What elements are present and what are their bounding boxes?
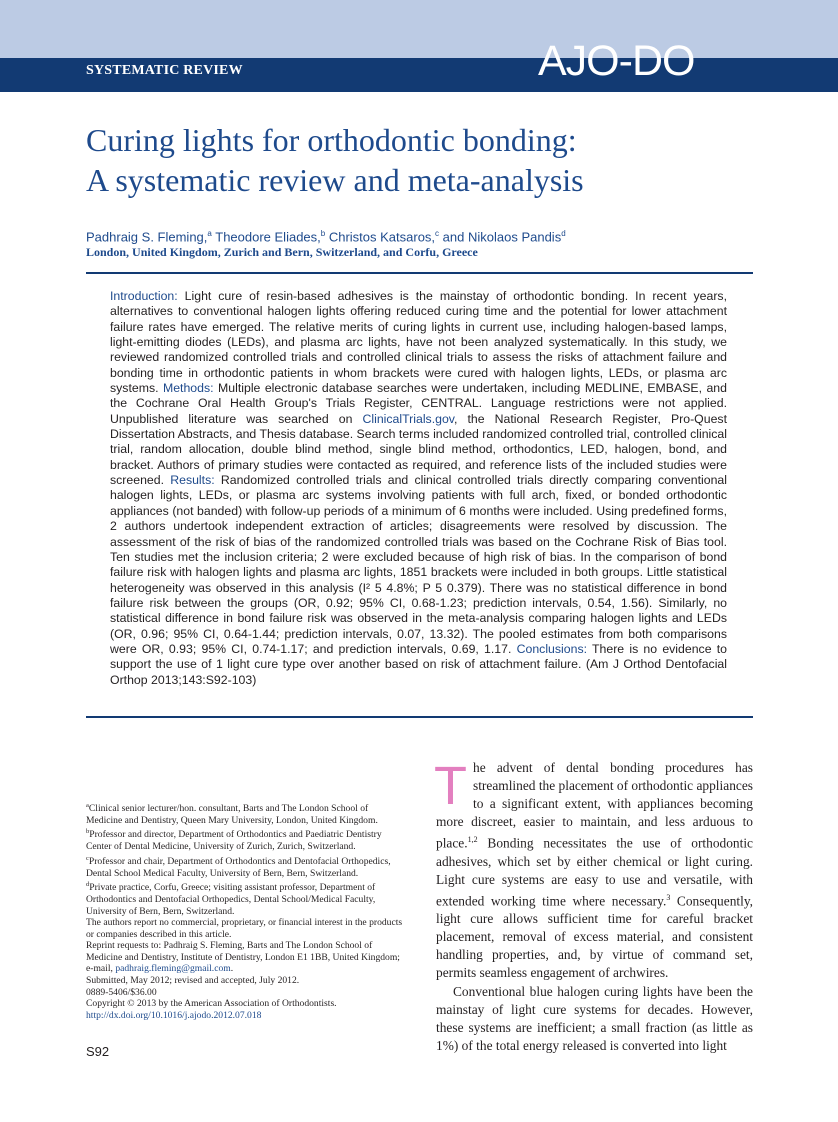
journal-logo: AJO-DO	[538, 37, 695, 85]
page-number: S92	[86, 1044, 110, 1059]
copyright: Copyright © 2013 by the American Association of Orthodontists.	[86, 998, 337, 1010]
title-line-1: Curing lights for orthodontic bonding:	[86, 122, 577, 158]
author-affiliations: London, United Kingdom, Zurich and Bern, Switzerland, and Corfu, Greece	[86, 245, 478, 259]
author-name: Padhraig S. Fleming,	[86, 229, 208, 245]
methods-text-continued: , the National Research Register, Pro-Quest Dissertation Abstracts, and Thesis database. Search terms included randomized controlled trial, controlled clinical trial, random allocation, double blind method, single blind method, orthodontics, LED, halogen, bond, and bracket. Authors of primary studies were contacted as required, and reference lists of the included studies were screened.	[110, 411, 727, 488]
title-line-2: A systematic review and meta-analysis	[86, 162, 584, 198]
email-link[interactable]: padhraig.fleming@gmail.com	[115, 963, 231, 975]
author-list	[86, 229, 566, 244]
footnote-a	[86, 800, 406, 826]
footnote-c	[86, 853, 406, 879]
disclosure: The authors report no commercial, proprietary, or financial interest in the products or companies described in this article.	[86, 917, 403, 940]
abstract-bottom-rule	[86, 716, 753, 718]
reprint-requests: Reprint requests to: Padhraig S. Fleming, Barts and The London School of Medicine and Dentistry, Institute of Dentistry, London E1 1BB, United Kingdom; e-mail, padhraig.fleming@gmail.com.	[86, 940, 400, 975]
body-paragraph	[434, 756, 754, 983]
footnote-b	[86, 826, 406, 852]
author-name: Christos Katsaros,	[328, 229, 436, 245]
footnote-mark: d	[86, 881, 90, 889]
footnote-text: Private practice, Corfu, Greece; visiting assistant professor, Department of Orthodontics and Dentofacial Orthopedics, Dental School/Medical Faculty, University of Bern, Bern, Switzerland.	[86, 882, 376, 917]
drop-cap: T	[434, 756, 467, 816]
footnote-mark: a	[86, 802, 89, 809]
footnote-text: Clinical senior lecturer/hon. consultant, Barts and The London School of Medicine and Dentistry, Queen Mary University, London, United Kingdom.	[86, 803, 378, 826]
results-text: Randomized controlled trials and clinical controlled trials directly comparing conventional halogen lights, LEDs, or plasma arc systems involving patients with full arch, fixed, or bonded orthodontic appliances (not banded) with follow-up periods of a minimum of 6 months were included. Using predefined forms, 2 authors undertook independent extraction of articles; disagreements were resolved by discussion. The assessment of the risk of bias of the randomized controlled trials was based on the Cochrane Risk of Bias tool. Ten studies met the inclusion criteria; 2 were excluded because of high risk of bias. In the comparison of bond failure risk with halogen lights and plasma arc lights, 1851 brackets were included in both groups. Little statistical heterogeneity was observed in this analysis (I² 5 4.8%; P 5 0.379). There was no statistical difference in bond failure risk between the groups (OR, 0.92; 95% CI, 0.68-1.23; prediction intervals, 0.54, 1.56). Similarly, no statistical difference in bond failure risk was observed in the meta-analysis comparing halogen lights and LEDs (OR, 0.96; 95% CI, 0.64-1.44; prediction intervals, 0.07, 13.32). The pooled estimates from both comparisons were OR, 0.93; 95% CI, 0.74-1.17; and prediction intervals, 0.69, 1.17.	[110, 473, 728, 656]
author-affiliation-mark: d	[561, 229, 566, 238]
citation-ref[interactable]: 3	[666, 892, 671, 902]
body-text-run: Bonding necessitates the use of orthodontic adhesives, which set by either chemical or light curing. Light cure systems are easy to use and versatile, with extended working time where necessary.	[436, 835, 753, 909]
section-label: SYSTEMATIC REVIEW	[86, 63, 243, 78]
doi-link[interactable]: http://dx.doi.org/10.1016/j.ajodo.2012.07.018	[86, 1009, 262, 1021]
methods-text: Multiple electronic database searches were undertaken, including MEDLINE, EMBASE, and the Cochrane Oral Health Group's Trials Register, CENTRAL. Language restrictions were not applied. Unpublished literature was searched on	[110, 381, 727, 426]
author-affiliation-mark: a	[207, 229, 212, 238]
body-text-run: he advent of dental bonding procedures has streamlined the placement of orthodontic appliances to a significant extent, with appliances becoming more discreet, easier to maintain, and less arduous to place.	[436, 760, 753, 851]
conclusions-text: There is no evidence to support the use of 1 light cure type over another based on risk of attachment failure. (Am J Orthod Dentofacial Orthop 2013;143:S92-103)	[110, 641, 728, 687]
body-text	[434, 756, 754, 1055]
author-name: and Nikolaos Pandis	[442, 229, 562, 245]
intro-text: Light cure of resin-based adhesives is the mainstay of orthodontic bonding. In recent years, alternatives to conventional halogen lights offering reduced curing time and the potential for lower attachment failure rates have emerged. The relative merits of curing lights in current use, including halogen-based lamps, light-emitting diodes (LEDs), and plasma arc lights, have not been analyzed systematically. In this study, we reviewed randomized controlled trials and controlled clinical trials to assess the risks of attachment failure and bonding time in orthodontic patients in whom brackets were cured with halogen lights, LEDs, or plasma arc systems.	[110, 289, 727, 396]
submission-dates: Submitted, May 2012; revised and accepted, July 2012.	[86, 975, 300, 987]
results-label: Results:	[170, 473, 215, 488]
article-title	[86, 120, 766, 200]
clinicaltrials-link[interactable]: ClinicalTrials.gov	[362, 411, 455, 426]
methods-label: Methods:	[162, 381, 214, 396]
abstract-top-rule	[86, 272, 753, 274]
author-affiliation-mark: b	[320, 229, 326, 238]
author-name: Theodore Eliades,	[215, 229, 321, 245]
conclusions-label: Conclusions:	[516, 641, 588, 656]
footnote-d	[86, 879, 406, 917]
citation-ref[interactable]: 1,2	[467, 835, 478, 845]
intro-label: Introduction:	[110, 289, 178, 303]
header-band	[0, 0, 838, 58]
footnote-mark: c	[86, 854, 89, 862]
reprint-text: Reprint requests to: Padhraig S. Fleming, Barts and The London School of Medicine and Dentistry, Institute of Dentistry, London E1 1BB, United Kingdom; e-mail,	[86, 940, 400, 975]
footnote-text: Professor and chair, Department of Orthodontics and Dentofacial Orthopedics, Dental School Medical Faculty, University of Bern, Bern, Switzerland.	[86, 855, 391, 879]
issn: 0889-5406/$36.00	[86, 986, 157, 998]
footnotes	[86, 800, 406, 1021]
body-paragraph: Conventional blue halogen curing lights have been the mainstay of light cure systems for decades. However, these systems are inefficient; a small fraction (as little as 1%) of the total energy released is converted into light	[436, 983, 753, 1053]
body-text-run: Consequently, light cure allows sufficient time for careful bracket placement, removal of excess material, and consistent handling properties, and, by virtue of command set, permits seamless engagement of archwires.	[436, 893, 754, 981]
abstract	[110, 289, 727, 688]
footnote-text: Professor and director, Department of Orthodontics and Paediatric Dentistry Center of Dental Medicine, University of Zurich, Zurich, Switzerland.	[86, 829, 382, 853]
author-affiliation-mark: c	[435, 229, 440, 238]
footnote-mark: b	[86, 828, 90, 836]
